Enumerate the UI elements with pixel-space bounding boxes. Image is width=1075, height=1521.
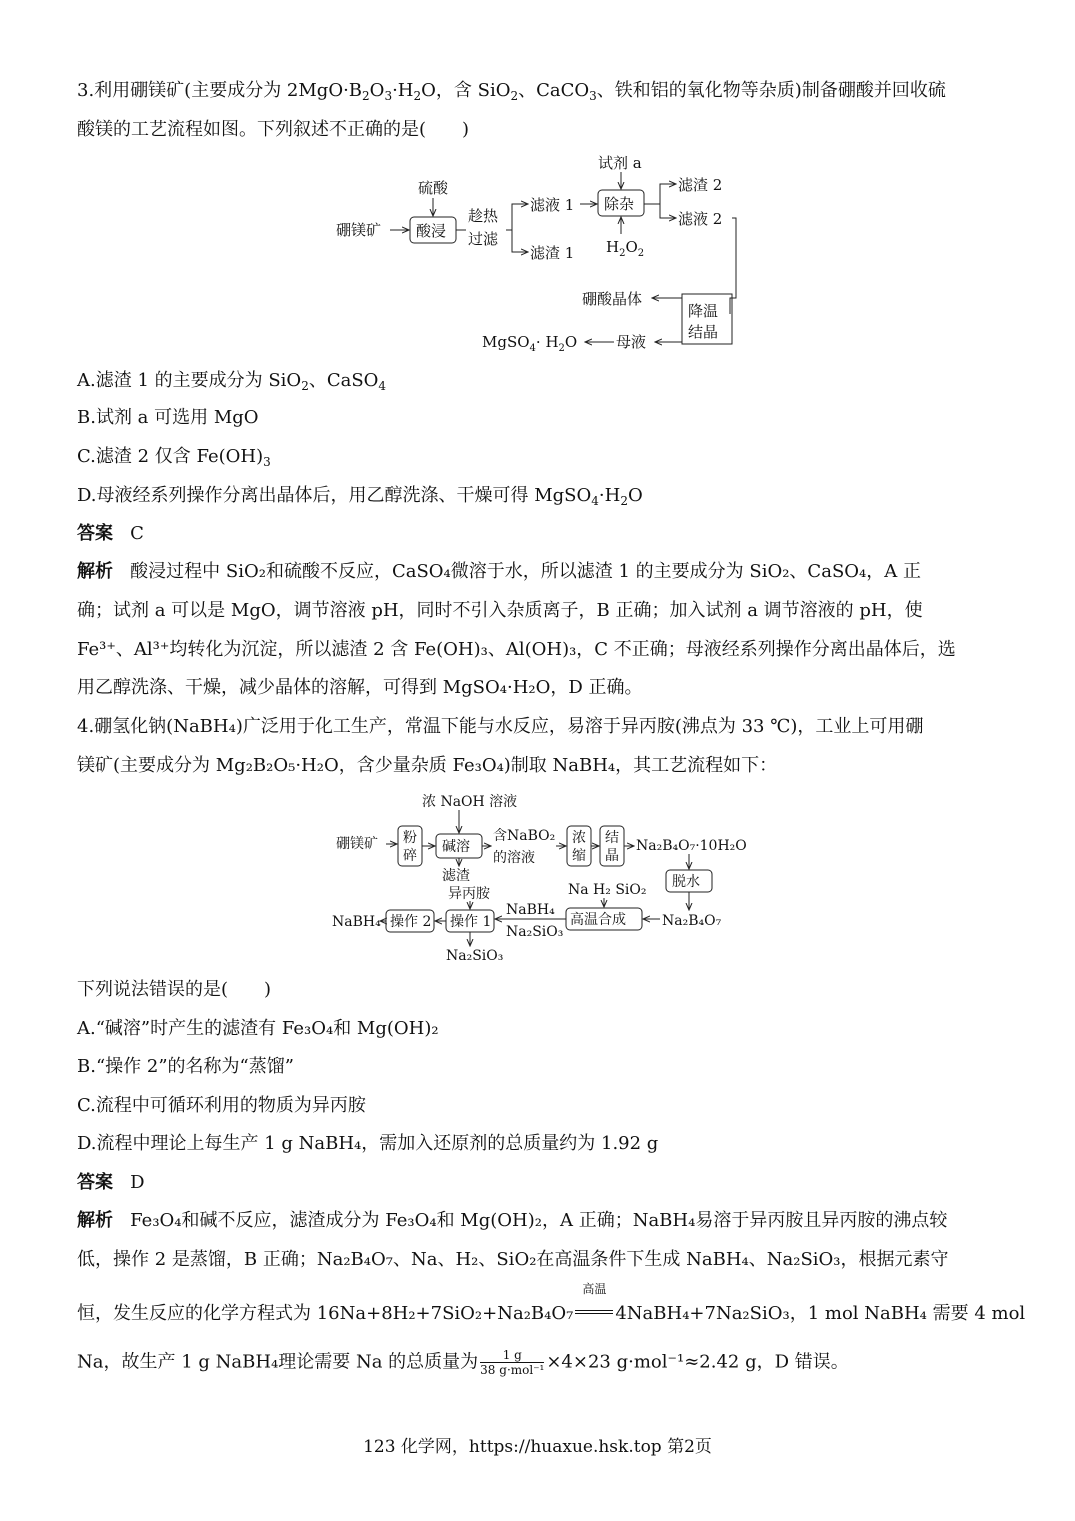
q3-filter-label-2: 过滤 — [468, 230, 499, 248]
q4-nabo2-label-2: 的溶液 — [493, 850, 535, 866]
q4-nabo2-label-1: 含NaBO₂ — [493, 828, 556, 844]
q4-naoh-label: 浓 NaOH 溶液 — [422, 794, 518, 810]
svg-text:碎: 碎 — [403, 848, 417, 864]
q3-option-c: C.滤渣 2 仅含 $Fe(OH)_3$ — [77, 446, 271, 469]
q4-analysis-4: Na，故生产 1 g NaBH₄理论需要 Na 的总质量为 1 g 38 g·mol⁻¹ ×4×23 g·mol⁻¹≈2.42 g，D 错误。 — [77, 1348, 849, 1377]
q3-remove-label: 除杂 — [604, 195, 635, 213]
q3-answer: 答案 C — [77, 523, 144, 544]
q4-analysis-2: 低，操作 2 是蒸馏，B 正确；Na₂B₄O₇、Na、H₂、SiO₂在高温条件下生成 NaBH₄、Na₂SiO₃，根据元素守 — [77, 1249, 949, 1270]
q4-mix-label-1: NaBH₄ — [506, 902, 555, 918]
svg-text:碱溶: 碱溶 — [442, 839, 470, 855]
q3-residue1-label: 滤渣 1 — [530, 244, 575, 262]
svg-text:浓: 浓 — [572, 830, 586, 846]
q3-filtrate2-label: 滤液 2 — [678, 210, 723, 228]
svg-text:晶: 晶 — [605, 848, 619, 864]
reaction-condition: 高温 — [573, 1302, 615, 1326]
fraction: 1 g 38 g·mol⁻¹ — [480, 1348, 545, 1377]
q3-analysis-1: 解析 酸浸过程中 SiO₂和硫酸不反应，CaSO₄微溶于水，所以滤渣 1 的主要成分为 SiO₂、CaSO₄，A 正 — [77, 561, 921, 582]
q4-stem-line2: 镁矿(主要成分为 Mg₂B₂O₅·H₂O，含少量杂质 Fe₃O₄)制取 NaBH₄，其工艺流程如下： — [77, 755, 778, 776]
svg-text:操作 2: 操作 2 — [390, 914, 432, 930]
q4-option-a: A.“碱溶”时产生的滤渣有 Fe₃O₄和 Mg(OH)₂ — [77, 1018, 439, 1039]
q3-filter-label-1: 趁热 — [468, 207, 499, 225]
q3-boric-acid-label: 硼酸晶体 — [582, 290, 643, 308]
q3-cool-label-1: 降温 — [688, 302, 719, 320]
q4-question: 下列说法错误的是( ) — [77, 979, 272, 1000]
q4-na2b4o7-label: Na₂B₄O₇ — [662, 913, 722, 929]
q3-residue2-label: 滤渣 2 — [678, 176, 723, 194]
q3-flow-diagram — [330, 148, 750, 358]
svg-text:结: 结 — [605, 830, 619, 846]
svg-text:粉: 粉 — [403, 830, 417, 846]
q3-stem-line2: 酸镁的工艺流程如图。下列叙述不正确的是( ) — [77, 119, 470, 140]
svg-text:高温合成: 高温合成 — [570, 912, 626, 928]
q3-option-b: B.试剂 a 可选用 MgO — [77, 407, 259, 428]
q3-option-a: A.滤渣 1 的主要成分为 SiO$_2$、CaSO$_4$ — [77, 370, 387, 393]
q3-h2o2-label: $H_2O_2$ — [606, 238, 645, 259]
q3-analysis-2: 确；试剂 a 可以是 MgO，调节溶液 pH，同时不引入杂质离子，B 正确；加入试剂 a 调节溶液的 pH，使 — [77, 600, 923, 621]
q4-isopropylamine-label: 异丙胺 — [448, 886, 490, 902]
svg-text:脱水: 脱水 — [672, 874, 700, 890]
q4-na2sio3-label: Na₂SiO₃ — [446, 948, 504, 964]
page-footer: 123 化学网，https://huaxue.hsk.top 第2页 — [363, 1437, 712, 1457]
q4-analysis-3: 恒，发生反应的化学方程式为 16Na+8H₂+7SiO₂+Na₂B₄O₇ 高温 4NaBH₄+7Na₂SiO₃，1 mol NaBH₄ 需要 4 mol — [77, 1282, 1026, 1324]
q3-option-d: D.母液经系列操作分离出晶体后，用乙醇洗涤、干燥可得 $MgSO_4\cdot H_2O$ — [77, 485, 643, 508]
q4-borax-label: Na₂B₄O₇·10H₂O — [636, 838, 747, 854]
q3-acid-label: 硫酸 — [418, 179, 449, 197]
q4-stem-line1: 4.硼氢化钠(NaBH₄)广泛用于化工生产，常温下能与水反应，易溶于异丙胺(沸点为 33 ℃)，工业上可用硼 — [77, 716, 924, 737]
q3-analysis-3: Fe³⁺、Al³⁺均转化为沉淀，所以滤渣 2 含 Fe(OH)₃、Al(OH)₃，C 不正确；母液经系列操作分离出晶体后，选 — [77, 639, 956, 660]
q4-flow-diagram — [330, 788, 750, 968]
q3-cool-label-2: 结晶 — [688, 323, 719, 341]
q4-nabh4-label: NaBH₄ — [332, 914, 381, 930]
q3-ore-label: 硼镁矿 — [336, 221, 382, 239]
q3-stem-line1: 3.利用硼镁矿(主要成分为 $2MgO\cdot B_2O_3\cdot H_2O$，含 SiO$_2$、CaCO$_3$、铁和铝的氧化物等杂质)制备硼酸并回收硫 — [77, 80, 946, 103]
svg-text:操作 1: 操作 1 — [450, 914, 492, 930]
q3-mgso4-label: MgSO$_4$· $H_2O$ — [482, 333, 578, 354]
q3-mother-liquor-label: 母液 — [616, 333, 647, 351]
q4-answer: 答案 D — [77, 1172, 145, 1193]
q4-mix-label-2: Na₂SiO₃ — [506, 924, 564, 940]
q4-analysis-1: 解析 Fe₃O₄和碱不反应，滤渣成分为 Fe₃O₄和 Mg(OH)₂，A 正确；NaBH₄易溶于异丙胺且异丙胺的沸点较 — [77, 1210, 948, 1231]
q3-analysis-4: 用乙醇洗涤、干燥，减少晶体的溶解，可得到 MgSO₄·H₂O，D 正确。 — [77, 677, 643, 698]
q4-reactants-label: Na H₂ SiO₂ — [568, 882, 647, 898]
q3-leach-label: 酸浸 — [416, 222, 447, 240]
q4-ore-label: 硼镁矿 — [336, 836, 378, 852]
q4-option-b: B.“操作 2”的名称为“蒸馏” — [77, 1056, 294, 1077]
q4-option-d: D.流程中理论上每生产 1 g NaBH₄，需加入还原剂的总质量约为 1.92 g — [77, 1133, 659, 1154]
q3-filtrate1-label: 滤液 1 — [530, 196, 575, 214]
q3-reagent-a-label: 试剂 a — [598, 154, 642, 172]
q4-option-c: C.流程中可循环利用的物质为异丙胺 — [77, 1095, 366, 1116]
q4-residue-label: 滤渣 — [442, 868, 470, 884]
svg-text:缩: 缩 — [572, 848, 586, 864]
